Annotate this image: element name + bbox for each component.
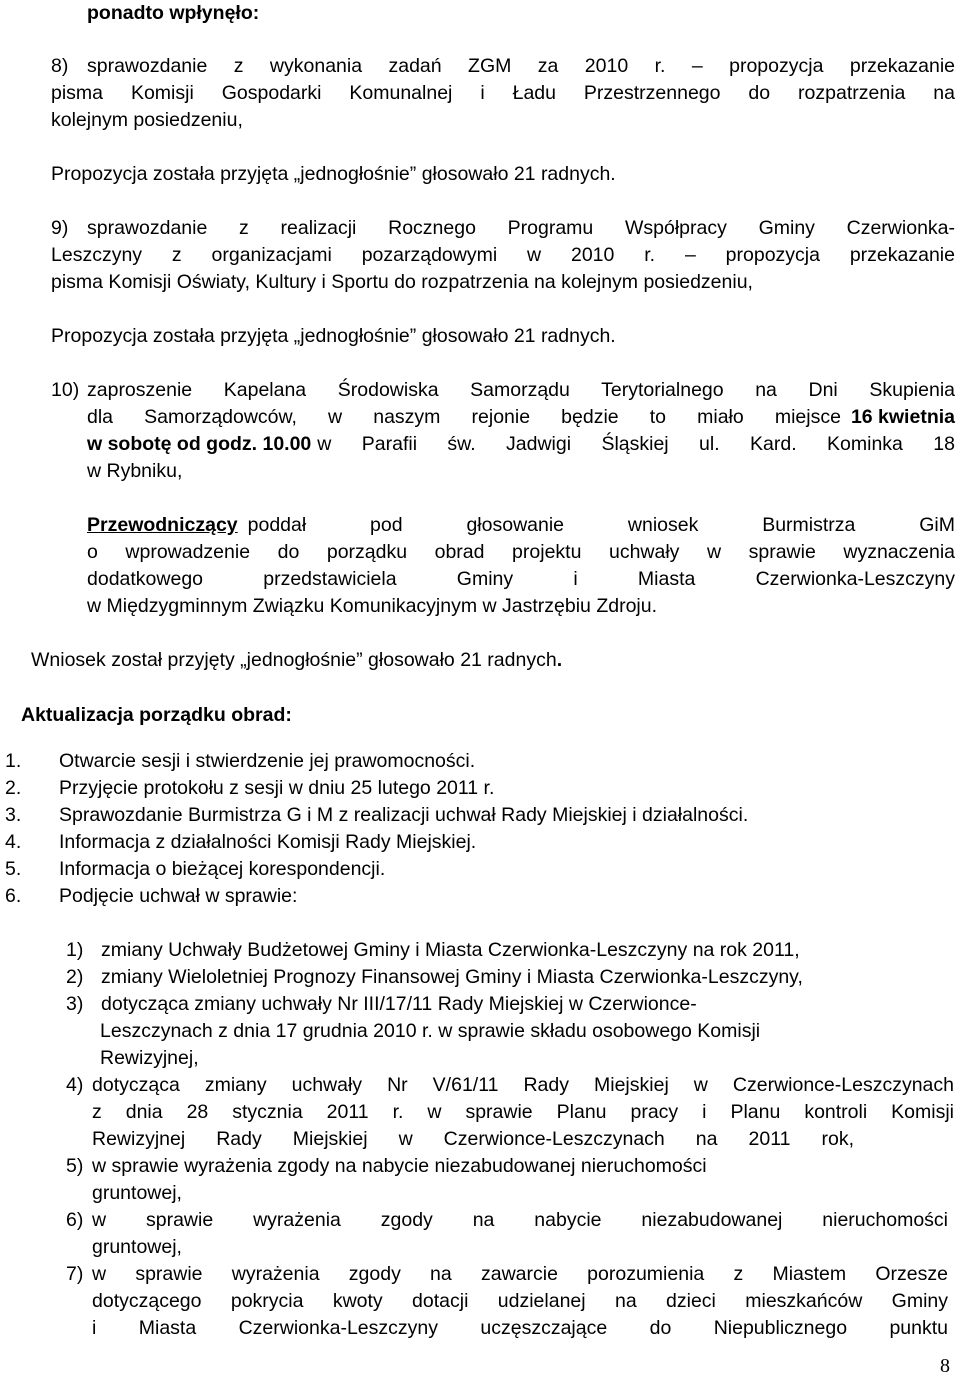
resolution-number: 4)	[66, 1074, 84, 1096]
resolution-line: dotycząca zmiany uchwały Nr V/61/11 Rady Miejskiej w Czerwionce-Leszczynach	[92, 1074, 954, 1096]
agenda-heading: Aktualizacja porządku obrad:	[21, 704, 292, 726]
resolution-number: 3)	[66, 993, 84, 1015]
motion-result: Wniosek został przyjęty „jednogłośnie” głosowało 21 radnych.	[31, 649, 563, 671]
agenda-item-text: Informacja z działalności Komisji Rady Miejskiej.	[59, 831, 477, 853]
item-text-line: w Rybniku,	[87, 460, 183, 482]
resolution-line: w sprawie wyrażenia zgody na nabycie niezabudowanej nieruchomości	[92, 1155, 707, 1177]
item-text-line: pisma Komisji Oświaty, Kultury i Sportu do rozpatrzenia na kolejnym posiedzeniu,	[51, 271, 753, 293]
item-text-line: kolejnym posiedzeniu,	[51, 109, 243, 131]
resolution-line: Rewizyjnej,	[100, 1047, 199, 1069]
item-number: 9)	[51, 217, 69, 239]
resolution-number: 5)	[66, 1155, 84, 1177]
resolution-line: Rewizyjnej Rady Miejskiej w Czerwionce-Leszczynach na 2011 rok,	[92, 1128, 854, 1150]
item-text-line: dla Samorządowców, w naszym rejonie będzie to miało miejsce 16 kwietnia	[87, 406, 955, 428]
resolution-number: 2)	[66, 966, 84, 988]
agenda-item-number: 2.	[5, 777, 22, 799]
agenda-item-number: 5.	[5, 858, 22, 880]
item-text-line: w sobotę od godz. 10.00 w Parafii św. Jadwigi Śląskiej ul. Kard. Kominka 18	[87, 433, 955, 455]
agenda-item-number: 4.	[5, 831, 22, 853]
item-text-line: sprawozdanie z wykonania zadań ZGM za 2010 r. – propozycja przekazanie	[87, 55, 955, 77]
paragraph-line: o wprowadzenie do porządku obrad projektu uchwały w sprawie wyznaczenia	[87, 541, 955, 563]
paragraph-line: dodatkowego przedstawiciela Gminy i Miasta Czerwionka-Leszczyny	[87, 568, 955, 590]
agenda-item-text: Informacja o bieżącej korespondencji.	[59, 858, 386, 880]
item-number: 8)	[51, 55, 69, 77]
resolution-line: zmiany Wieloletniej Prognozy Finansowej Gminy i Miasta Czerwionka-Leszczyny,	[101, 966, 803, 988]
resolution-line: i Miasta Czerwionka-Leszczyny uczęszczające do Niepublicznego punktu	[92, 1317, 948, 1339]
resolution-line: gruntowej,	[92, 1182, 182, 1204]
resolution-number: 6)	[66, 1209, 84, 1231]
agenda-item-text: Podjęcie uchwał w sprawie:	[59, 885, 298, 907]
resolution-line: Leszczynach z dnia 17 grudnia 2010 r. w sprawie składu osobowego Komisji	[100, 1020, 761, 1042]
paragraph-line: w Międzygminnym Związku Komunikacyjnym w Jastrzębiu Zdroju.	[87, 595, 658, 617]
item-text-line: sprawozdanie z realizacji Rocznego Programu Współpracy Gminy Czerwionka-	[87, 217, 955, 239]
resolution-number: 1)	[66, 939, 84, 961]
agenda-item-text: Otwarcie sesji i stwierdzenie jej prawomocności.	[59, 750, 476, 772]
resolution-line: dotyczącego pokrycia kwoty dotacji udzielanej na dzieci mieszkańców Gminy	[92, 1290, 948, 1312]
resolution-line: zmiany Uchwały Budżetowej Gminy i Miasta Czerwionka-Leszczyny na rok 2011,	[101, 939, 800, 961]
agenda-item-text: Sprawozdanie Burmistrza G i M z realizacji uchwał Rady Miejskiej i działalności.	[59, 804, 749, 826]
resolution-line: z dnia 28 stycznia 2011 r. w sprawie Planu pracy i Planu kontroli Komisji	[92, 1101, 954, 1123]
vote-result: Propozycja została przyjęta „jednogłośnie” głosowało 21 radnych.	[51, 163, 616, 185]
item-number: 10)	[51, 379, 80, 401]
agenda-item-number: 3.	[5, 804, 22, 826]
agenda-item-number: 1.	[5, 750, 22, 772]
resolution-number: 7)	[66, 1263, 84, 1285]
resolution-line: w sprawie wyrażenia zgody na zawarcie porozumienia z Miastem Orzesze	[92, 1263, 948, 1285]
chairman-title: Przewodniczący	[87, 514, 238, 536]
agenda-item-number: 6.	[5, 885, 22, 907]
paragraph-line: Przewodniczący poddał pod głosowanie wniosek Burmistrza GiM	[87, 514, 955, 536]
item-text-line: zaproszenie Kapelana Środowiska Samorządu Terytorialnego na Dni Skupienia	[87, 379, 955, 401]
agenda-item-text: Przyjęcie protokołu z sesji w dniu 25 lutego 2011 r.	[59, 777, 495, 799]
item-text-line: Leszczyny z organizacjami pozarządowymi w 2010 r. – propozycja przekazanie	[51, 244, 955, 266]
vote-result: Propozycja została przyjęta „jednogłośnie” głosowało 21 radnych.	[51, 325, 616, 347]
resolution-line: gruntowej,	[92, 1236, 182, 1258]
page-number: 8	[940, 1355, 950, 1377]
resolution-line: dotycząca zmiany uchwały Nr III/17/11 Rady Miejskiej w Czerwionce-	[101, 993, 697, 1015]
resolution-line: w sprawie wyrażenia zgody na nabycie niezabudowanej nieruchomości	[92, 1209, 948, 1231]
section-heading: ponadto wpłynęło:	[87, 2, 260, 24]
item-text-line: pisma Komisji Gospodarki Komunalnej i Ładu Przestrzennego do rozpatrzenia na	[51, 82, 955, 104]
